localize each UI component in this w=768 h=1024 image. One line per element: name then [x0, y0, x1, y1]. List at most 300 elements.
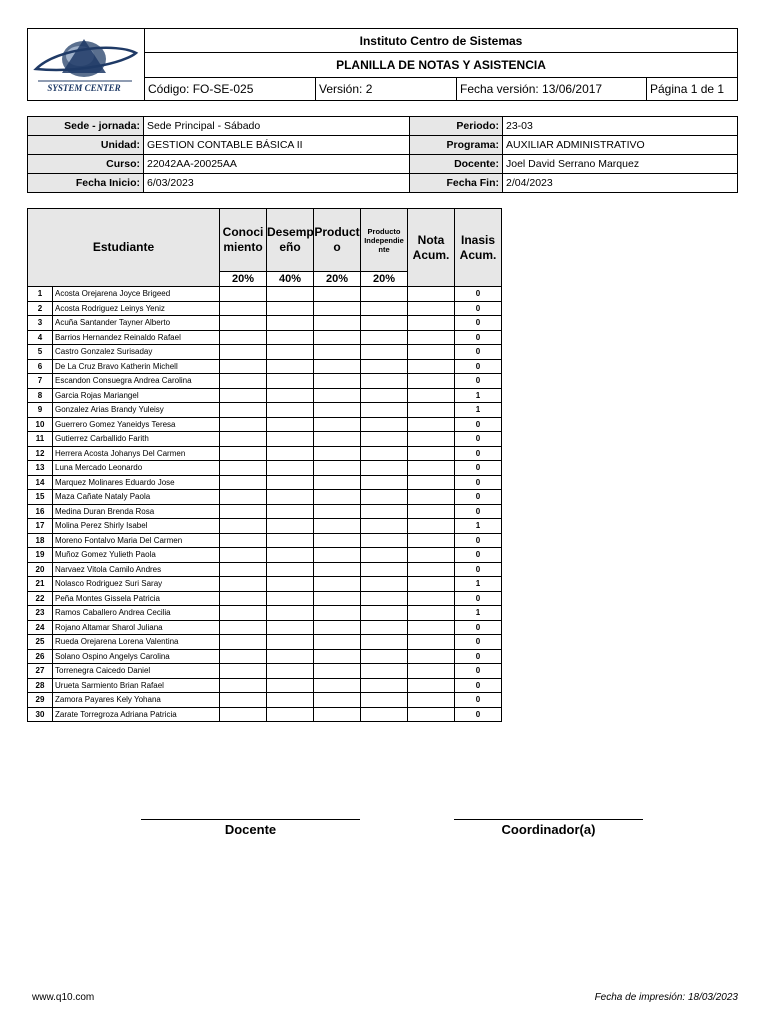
inasis-acum-cell: 0	[455, 461, 502, 476]
grade-producto-cell	[314, 577, 361, 592]
grade-producto-independiente-cell	[361, 301, 408, 316]
student-number: 10	[28, 417, 53, 432]
nota-acum-cell	[408, 301, 455, 316]
inasis-acum-cell: 0	[455, 345, 502, 360]
grade-producto-independiente-cell	[361, 707, 408, 722]
table-row	[28, 649, 502, 664]
student-name: Peña Montes Gissela Patricia	[53, 591, 220, 606]
svg-text:SYSTEM CENTER: SYSTEM CENTER	[47, 83, 121, 93]
nota-acum-cell	[408, 678, 455, 693]
grade-producto-independiente-cell	[361, 287, 408, 302]
student-name: Garcia Rojas Mariangel	[53, 388, 220, 403]
grade-desempeno-cell	[267, 388, 314, 403]
table-row	[28, 664, 502, 679]
inasis-acum-cell: 0	[455, 287, 502, 302]
student-number: 29	[28, 693, 53, 708]
table-row	[28, 519, 502, 534]
nota-acum-cell	[408, 693, 455, 708]
grade-conocimiento-cell	[220, 649, 267, 664]
student-number: 11	[28, 432, 53, 447]
unidad-value: GESTION CONTABLE BÁSICA II	[144, 136, 410, 155]
table-row	[28, 301, 502, 316]
pct-conocimiento: 20%	[220, 272, 267, 287]
grade-desempeno-cell	[267, 620, 314, 635]
grade-desempeno-cell	[267, 417, 314, 432]
grade-desempeno-cell	[267, 359, 314, 374]
student-number: 8	[28, 388, 53, 403]
grade-desempeno-cell	[267, 345, 314, 360]
table-row	[28, 635, 502, 650]
grade-desempeno-cell	[267, 316, 314, 331]
nota-acum-cell	[408, 533, 455, 548]
nota-acum-cell	[408, 519, 455, 534]
sede-label: Sede - jornada:	[28, 117, 144, 136]
grade-conocimiento-cell	[220, 577, 267, 592]
column-desempeno: Desemp eño	[267, 209, 314, 272]
inasis-acum-cell: 1	[455, 519, 502, 534]
grade-producto-independiente-cell	[361, 591, 408, 606]
grade-conocimiento-cell	[220, 606, 267, 621]
grade-desempeno-cell	[267, 330, 314, 345]
nota-acum-cell	[408, 649, 455, 664]
inasis-acum-cell: 1	[455, 606, 502, 621]
grade-desempeno-cell	[267, 301, 314, 316]
student-name: Escandon Consuegra Andrea Carolina	[53, 374, 220, 389]
logo	[28, 29, 145, 101]
student-name: Narvaez Vitola Camilo Andres	[53, 562, 220, 577]
grade-conocimiento-cell	[220, 432, 267, 447]
grade-producto-cell	[314, 620, 361, 635]
grade-conocimiento-cell	[220, 548, 267, 563]
grade-conocimiento-cell	[220, 707, 267, 722]
document-header	[27, 28, 738, 101]
grade-producto-independiente-cell	[361, 635, 408, 650]
institute-name: Instituto Centro de Sistemas	[145, 29, 738, 53]
grade-conocimiento-cell	[220, 533, 267, 548]
table-row	[28, 577, 502, 592]
nota-acum-cell	[408, 562, 455, 577]
grade-producto-independiente-cell	[361, 519, 408, 534]
inasis-acum-cell: 0	[455, 490, 502, 505]
student-name: Acuña Santander Tayner Alberto	[53, 316, 220, 331]
grade-producto-cell	[314, 649, 361, 664]
student-number: 26	[28, 649, 53, 664]
grade-producto-cell	[314, 664, 361, 679]
grade-producto-cell	[314, 359, 361, 374]
grade-producto-cell	[314, 591, 361, 606]
inasis-acum-cell: 1	[455, 577, 502, 592]
fecha-fin-label: Fecha Fin:	[410, 174, 503, 193]
grade-producto-independiente-cell	[361, 345, 408, 360]
student-number: 4	[28, 330, 53, 345]
grade-desempeno-cell	[267, 678, 314, 693]
inasis-acum-cell: 0	[455, 678, 502, 693]
student-name: Nolasco Rodriguez Suri Saray	[53, 577, 220, 592]
student-number: 14	[28, 475, 53, 490]
grade-producto-cell	[314, 461, 361, 476]
grade-desempeno-cell	[267, 577, 314, 592]
grades-table	[27, 208, 502, 722]
student-name: Zarate Torregroza Adriana Patricia	[53, 707, 220, 722]
student-number: 16	[28, 504, 53, 519]
student-number: 22	[28, 591, 53, 606]
grade-producto-cell	[314, 606, 361, 621]
coordinador-signature-line	[454, 819, 643, 820]
student-name: Gonzalez Arias Brandy Yuleisy	[53, 403, 220, 418]
grade-producto-independiente-cell	[361, 649, 408, 664]
programa-value: AUXILIAR ADMINISTRATIVO	[503, 136, 738, 155]
form-title: PLANILLA DE NOTAS Y ASISTENCIA	[145, 53, 738, 77]
nota-acum-cell	[408, 707, 455, 722]
curso-value: 22042AA-20025AA	[144, 155, 410, 174]
nota-acum-cell	[408, 504, 455, 519]
docente-value: Joel David Serrano Marquez	[503, 155, 738, 174]
student-name: De La Cruz Bravo Katherin Michell	[53, 359, 220, 374]
student-number: 30	[28, 707, 53, 722]
form-version: Versión: 2	[316, 77, 457, 100]
inasis-acum-cell: 0	[455, 432, 502, 447]
table-row	[28, 475, 502, 490]
grade-producto-independiente-cell	[361, 403, 408, 418]
student-name: Medina Duran Brenda Rosa	[53, 504, 220, 519]
grade-producto-cell	[314, 504, 361, 519]
nota-acum-cell	[408, 432, 455, 447]
table-row	[28, 446, 502, 461]
student-number: 2	[28, 301, 53, 316]
table-row	[28, 374, 502, 389]
grade-producto-independiente-cell	[361, 432, 408, 447]
inasis-acum-cell: 1	[455, 403, 502, 418]
table-row	[28, 417, 502, 432]
table-row	[28, 316, 502, 331]
grade-desempeno-cell	[267, 490, 314, 505]
grade-producto-cell	[314, 417, 361, 432]
student-number: 6	[28, 359, 53, 374]
table-row	[28, 330, 502, 345]
docente-signature-label: Docente	[224, 822, 277, 837]
student-name: Acosta Rodriguez Leinys Yeniz	[53, 301, 220, 316]
inasis-acum-cell: 0	[455, 504, 502, 519]
table-row	[28, 533, 502, 548]
nota-acum-cell	[408, 475, 455, 490]
grade-conocimiento-cell	[220, 519, 267, 534]
student-name: Rojano Altamar Sharol Juliana	[53, 620, 220, 635]
nota-acum-cell	[408, 635, 455, 650]
grade-producto-independiente-cell	[361, 533, 408, 548]
student-name: Guerrero Gomez Yaneidys Teresa	[53, 417, 220, 432]
inasis-acum-cell: 0	[455, 533, 502, 548]
nota-acum-cell	[408, 664, 455, 679]
pct-producto-independiente: 20%	[361, 272, 408, 287]
pct-producto: 20%	[314, 272, 361, 287]
grade-conocimiento-cell	[220, 417, 267, 432]
column-student: Estudiante	[28, 209, 220, 287]
grade-desempeno-cell	[267, 635, 314, 650]
grade-conocimiento-cell	[220, 287, 267, 302]
fecha-inicio-label: Fecha Inicio:	[28, 174, 144, 193]
inasis-acum-cell: 1	[455, 388, 502, 403]
grade-producto-independiente-cell	[361, 417, 408, 432]
student-name: Marquez Molinares Eduardo Jose	[53, 475, 220, 490]
grade-conocimiento-cell	[220, 374, 267, 389]
grade-desempeno-cell	[267, 606, 314, 621]
unidad-label: Unidad:	[28, 136, 144, 155]
grade-producto-cell	[314, 287, 361, 302]
student-name: Herrera Acosta Johanys Del Carmen	[53, 446, 220, 461]
course-info	[27, 116, 738, 193]
grade-producto-independiente-cell	[361, 490, 408, 505]
inasis-acum-cell: 0	[455, 693, 502, 708]
grade-desempeno-cell	[267, 693, 314, 708]
nota-acum-cell	[408, 548, 455, 563]
nota-acum-cell	[408, 403, 455, 418]
student-name: Molina Perez Shirly Isabel	[53, 519, 220, 534]
column-inasis-acum: Inasis Acum.	[455, 209, 502, 287]
nota-acum-cell	[408, 374, 455, 389]
inasis-acum-cell: 0	[455, 649, 502, 664]
grade-producto-independiente-cell	[361, 664, 408, 679]
grade-producto-independiente-cell	[361, 620, 408, 635]
grade-producto-independiente-cell	[361, 359, 408, 374]
student-number: 5	[28, 345, 53, 360]
student-number: 17	[28, 519, 53, 534]
docente-label: Docente:	[410, 155, 503, 174]
grade-producto-cell	[314, 301, 361, 316]
grade-desempeno-cell	[267, 475, 314, 490]
nota-acum-cell	[408, 446, 455, 461]
student-name: Moreno Fontalvo Maria Del Carmen	[53, 533, 220, 548]
nota-acum-cell	[408, 330, 455, 345]
table-row	[28, 562, 502, 577]
grade-desempeno-cell	[267, 533, 314, 548]
table-row	[28, 345, 502, 360]
grade-producto-independiente-cell	[361, 577, 408, 592]
grade-producto-independiente-cell	[361, 374, 408, 389]
nota-acum-cell	[408, 388, 455, 403]
grade-producto-cell	[314, 316, 361, 331]
table-row	[28, 606, 502, 621]
inasis-acum-cell: 0	[455, 446, 502, 461]
grade-desempeno-cell	[267, 287, 314, 302]
student-number: 12	[28, 446, 53, 461]
grade-producto-independiente-cell	[361, 388, 408, 403]
grade-desempeno-cell	[267, 562, 314, 577]
grade-conocimiento-cell	[220, 490, 267, 505]
grade-producto-cell	[314, 374, 361, 389]
student-name: Gutierrez Carballido Farith	[53, 432, 220, 447]
table-row	[28, 432, 502, 447]
student-name: Solano Ospino Angelys Carolina	[53, 649, 220, 664]
sede-value: Sede Principal - Sábado	[144, 117, 410, 136]
student-number: 19	[28, 548, 53, 563]
grade-producto-cell	[314, 403, 361, 418]
grade-producto-independiente-cell	[361, 562, 408, 577]
inasis-acum-cell: 0	[455, 562, 502, 577]
grade-producto-cell	[314, 533, 361, 548]
version-date: Fecha versión: 13/06/2017	[457, 77, 647, 100]
student-name: Luna Mercado Leonardo	[53, 461, 220, 476]
student-number: 28	[28, 678, 53, 693]
student-number: 13	[28, 461, 53, 476]
grade-producto-cell	[314, 678, 361, 693]
grade-conocimiento-cell	[220, 475, 267, 490]
grade-conocimiento-cell	[220, 359, 267, 374]
student-number: 7	[28, 374, 53, 389]
system-center-logo-icon	[28, 29, 140, 97]
table-row	[28, 403, 502, 418]
inasis-acum-cell: 0	[455, 359, 502, 374]
grades-body	[28, 287, 502, 722]
student-number: 27	[28, 664, 53, 679]
form-code: Código: FO-SE-025	[145, 77, 316, 100]
fecha-fin-value: 2/04/2023	[503, 174, 738, 193]
grade-conocimiento-cell	[220, 664, 267, 679]
student-number: 21	[28, 577, 53, 592]
nota-acum-cell	[408, 316, 455, 331]
grade-producto-independiente-cell	[361, 330, 408, 345]
grade-desempeno-cell	[267, 649, 314, 664]
grade-conocimiento-cell	[220, 591, 267, 606]
table-row	[28, 591, 502, 606]
student-number: 3	[28, 316, 53, 331]
nota-acum-cell	[408, 620, 455, 635]
grade-producto-independiente-cell	[361, 475, 408, 490]
fecha-inicio-value: 6/03/2023	[144, 174, 410, 193]
inasis-acum-cell: 0	[455, 591, 502, 606]
student-name: Acosta Orejarena Joyce Brigeed	[53, 287, 220, 302]
student-number: 20	[28, 562, 53, 577]
grade-producto-cell	[314, 562, 361, 577]
grade-producto-independiente-cell	[361, 678, 408, 693]
student-number: 25	[28, 635, 53, 650]
table-row	[28, 693, 502, 708]
nota-acum-cell	[408, 461, 455, 476]
grade-conocimiento-cell	[220, 446, 267, 461]
nota-acum-cell	[408, 591, 455, 606]
coordinador-signature-label: Coordinador(a)	[501, 822, 596, 837]
grade-desempeno-cell	[267, 461, 314, 476]
grade-conocimiento-cell	[220, 403, 267, 418]
grade-producto-cell	[314, 693, 361, 708]
grade-producto-cell	[314, 490, 361, 505]
table-row	[28, 287, 502, 302]
grade-producto-cell	[314, 330, 361, 345]
table-row	[28, 548, 502, 563]
table-row	[28, 490, 502, 505]
student-name: Castro Gonzalez Surisaday	[53, 345, 220, 360]
column-producto: Product o	[314, 209, 361, 272]
student-name: Zamora Payares Kely Yohana	[53, 693, 220, 708]
nota-acum-cell	[408, 359, 455, 374]
grade-conocimiento-cell	[220, 301, 267, 316]
periodo-label: Periodo:	[410, 117, 503, 136]
table-row	[28, 707, 502, 722]
grade-producto-independiente-cell	[361, 446, 408, 461]
docente-signature-line	[141, 819, 360, 820]
table-row	[28, 461, 502, 476]
grade-desempeno-cell	[267, 548, 314, 563]
grade-conocimiento-cell	[220, 345, 267, 360]
table-row	[28, 620, 502, 635]
grade-desempeno-cell	[267, 519, 314, 534]
grade-producto-independiente-cell	[361, 606, 408, 621]
grade-conocimiento-cell	[220, 504, 267, 519]
student-number: 24	[28, 620, 53, 635]
grade-desempeno-cell	[267, 591, 314, 606]
nota-acum-cell	[408, 606, 455, 621]
nota-acum-cell	[408, 345, 455, 360]
inasis-acum-cell: 0	[455, 316, 502, 331]
nota-acum-cell	[408, 287, 455, 302]
footer-print-date: Fecha de impresión: 18/03/2023	[594, 992, 738, 1003]
nota-acum-cell	[408, 577, 455, 592]
page-number: Página 1 de 1	[647, 77, 738, 100]
student-name: Urueta Sarmiento Brian Rafael	[53, 678, 220, 693]
table-row	[28, 388, 502, 403]
grade-producto-cell	[314, 635, 361, 650]
grade-producto-cell	[314, 388, 361, 403]
student-number: 18	[28, 533, 53, 548]
grade-conocimiento-cell	[220, 461, 267, 476]
student-number: 15	[28, 490, 53, 505]
student-number: 1	[28, 287, 53, 302]
grade-conocimiento-cell	[220, 330, 267, 345]
inasis-acum-cell: 0	[455, 635, 502, 650]
grade-producto-cell	[314, 519, 361, 534]
inasis-acum-cell: 0	[455, 417, 502, 432]
grade-producto-cell	[314, 345, 361, 360]
grade-producto-cell	[314, 548, 361, 563]
periodo-value: 23-03	[503, 117, 738, 136]
grade-conocimiento-cell	[220, 678, 267, 693]
nota-acum-cell	[408, 490, 455, 505]
grade-producto-cell	[314, 475, 361, 490]
grade-desempeno-cell	[267, 446, 314, 461]
grade-producto-cell	[314, 707, 361, 722]
grade-conocimiento-cell	[220, 620, 267, 635]
student-number: 23	[28, 606, 53, 621]
inasis-acum-cell: 0	[455, 620, 502, 635]
programa-label: Programa:	[410, 136, 503, 155]
grade-desempeno-cell	[267, 707, 314, 722]
column-producto-independiente: Producto Independie nte	[361, 209, 408, 272]
table-row	[28, 359, 502, 374]
grade-producto-independiente-cell	[361, 548, 408, 563]
grade-desempeno-cell	[267, 432, 314, 447]
inasis-acum-cell: 0	[455, 664, 502, 679]
inasis-acum-cell: 0	[455, 374, 502, 389]
grade-desempeno-cell	[267, 403, 314, 418]
grade-producto-independiente-cell	[361, 316, 408, 331]
inasis-acum-cell: 0	[455, 330, 502, 345]
grade-desempeno-cell	[267, 664, 314, 679]
grade-producto-independiente-cell	[361, 461, 408, 476]
nota-acum-cell	[408, 417, 455, 432]
grade-producto-independiente-cell	[361, 504, 408, 519]
column-nota-acum: Nota Acum.	[408, 209, 455, 287]
inasis-acum-cell: 0	[455, 475, 502, 490]
inasis-acum-cell: 0	[455, 707, 502, 722]
grade-producto-independiente-cell	[361, 693, 408, 708]
grade-conocimiento-cell	[220, 388, 267, 403]
grade-desempeno-cell	[267, 504, 314, 519]
grade-producto-cell	[314, 446, 361, 461]
curso-label: Curso:	[28, 155, 144, 174]
student-name: Barrios Hernandez Reinaldo Rafael	[53, 330, 220, 345]
student-name: Rueda Orejarena Lorena Valentina	[53, 635, 220, 650]
grade-conocimiento-cell	[220, 635, 267, 650]
grade-conocimiento-cell	[220, 316, 267, 331]
